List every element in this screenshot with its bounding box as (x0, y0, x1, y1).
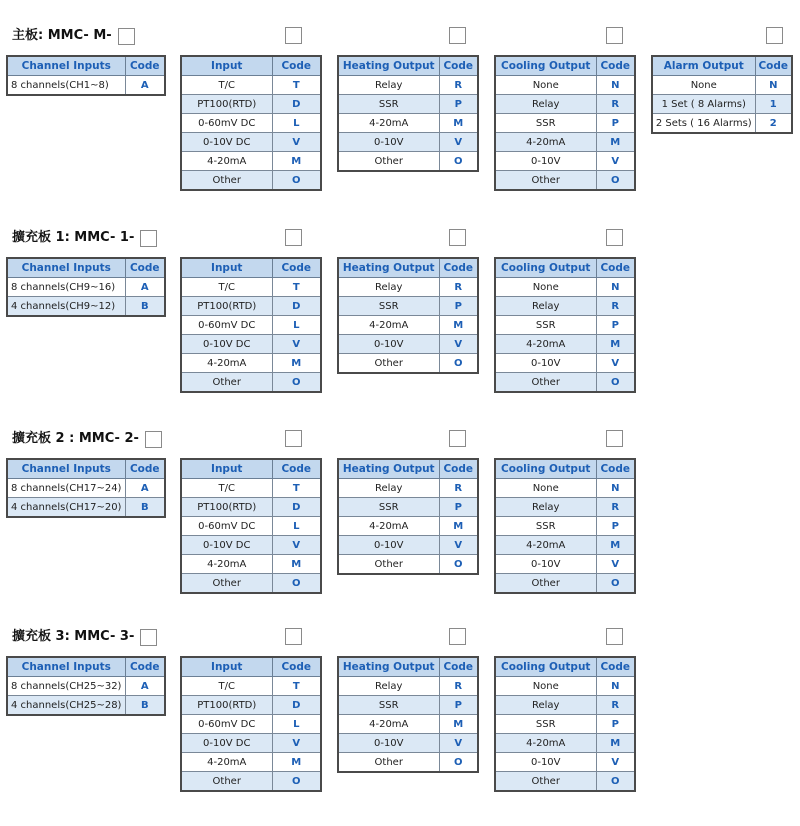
code-cell: R (439, 479, 478, 498)
table-cell: 4-20mA (181, 753, 272, 772)
code-cell: O (272, 772, 321, 792)
code-cell: P (596, 114, 635, 133)
table-cell: SSR (338, 95, 439, 114)
section-title-row (12, 229, 157, 247)
cooling-code-checkbox[interactable] (606, 27, 623, 44)
code-cell: D (272, 297, 321, 316)
code-cell: T (272, 76, 321, 95)
table-cell: SSR (495, 114, 596, 133)
table-header: Code (439, 258, 478, 278)
table-cell: 0-10V DC (181, 734, 272, 753)
table-header: Code (596, 657, 635, 677)
code-cell: M (596, 734, 635, 753)
code-cell: P (596, 316, 635, 335)
table-cell: SSR (338, 297, 439, 316)
table-cell: 4-20mA (181, 152, 272, 171)
channel-code-checkbox[interactable] (118, 28, 135, 45)
code-cell: M (439, 316, 478, 335)
code-cell: A (125, 76, 165, 96)
table-cell: T/C (181, 479, 272, 498)
table-cell: 0-10V DC (181, 536, 272, 555)
table-cell: Other (338, 753, 439, 773)
table-cell: None (495, 479, 596, 498)
code-cell: M (596, 133, 635, 152)
input-code-checkbox[interactable] (285, 430, 302, 447)
table-cell: 0-10V DC (181, 133, 272, 152)
section-title: 主板: MMC- M- (12, 28, 112, 43)
code-cell: A (125, 479, 165, 498)
table-cell: None (495, 677, 596, 696)
table-cell: Other (181, 373, 272, 393)
channel-code-checkbox[interactable] (140, 230, 157, 247)
table-header: Heating Output (338, 56, 439, 76)
code-cell: M (439, 517, 478, 536)
table-cell: Other (181, 574, 272, 594)
code-cell: R (439, 278, 478, 297)
code-cell: R (596, 498, 635, 517)
code-cell: M (272, 753, 321, 772)
cooling-output-table (494, 257, 636, 393)
code-cell: R (596, 95, 635, 114)
table-header: Channel Inputs (7, 459, 125, 479)
table-cell: Other (495, 574, 596, 594)
table-cell: Other (338, 354, 439, 374)
table-header: Cooling Output (495, 459, 596, 479)
table-cell: Relay (338, 479, 439, 498)
table-cell: Relay (338, 76, 439, 95)
table-header: Cooling Output (495, 657, 596, 677)
code-cell: N (596, 479, 635, 498)
table-cell: 4-20mA (495, 734, 596, 753)
table-cell: SSR (495, 715, 596, 734)
input-code-checkbox[interactable] (285, 229, 302, 246)
table-cell: PT100(RTD) (181, 696, 272, 715)
code-cell: V (272, 734, 321, 753)
table-header: Code (596, 459, 635, 479)
channel-inputs-table (6, 458, 166, 518)
code-cell: O (439, 354, 478, 374)
code-cell: O (272, 373, 321, 393)
table-cell: 4-20mA (495, 536, 596, 555)
table-cell: PT100(RTD) (181, 95, 272, 114)
table-cell: 1 Set ( 8 Alarms) (652, 95, 755, 114)
input-table (180, 55, 322, 191)
code-cell: P (439, 95, 478, 114)
code-cell: P (439, 696, 478, 715)
table-header: Input (181, 258, 272, 278)
code-cell: R (439, 677, 478, 696)
code-cell: V (439, 335, 478, 354)
table-header: Code (439, 459, 478, 479)
table-header: Alarm Output (652, 56, 755, 76)
code-cell: V (272, 536, 321, 555)
table-cell: 4-20mA (338, 114, 439, 133)
table-cell: T/C (181, 76, 272, 95)
table-header: Code (272, 258, 321, 278)
table-cell: 0-10V DC (181, 335, 272, 354)
code-cell: T (272, 677, 321, 696)
code-cell: V (439, 734, 478, 753)
code-cell: O (596, 574, 635, 594)
table-header: Code (439, 657, 478, 677)
code-cell: N (596, 677, 635, 696)
table-header: Heating Output (338, 459, 439, 479)
table-header: Code (596, 56, 635, 76)
table-cell: PT100(RTD) (181, 498, 272, 517)
code-cell: V (439, 536, 478, 555)
table-cell: 4-20mA (181, 555, 272, 574)
table-header: Heating Output (338, 657, 439, 677)
input-code-checkbox[interactable] (285, 628, 302, 645)
code-cell: M (272, 152, 321, 171)
table-cell: None (652, 76, 755, 95)
code-cell: V (596, 354, 635, 373)
cooling-code-checkbox[interactable] (606, 430, 623, 447)
table-cell: Other (495, 373, 596, 393)
table-cell: Relay (338, 278, 439, 297)
code-cell: V (596, 555, 635, 574)
code-cell: V (439, 133, 478, 152)
code-cell: B (125, 498, 165, 518)
channel-code-checkbox[interactable] (145, 431, 162, 448)
table-header: Code (755, 56, 792, 76)
input-table (180, 458, 322, 594)
table-cell: 4 channels(CH17~20) (7, 498, 125, 518)
code-cell: M (272, 354, 321, 373)
table-cell: 4-20mA (338, 316, 439, 335)
code-cell: P (439, 498, 478, 517)
code-cell: O (439, 555, 478, 575)
section-title-row (12, 628, 157, 646)
table-header: Code (439, 56, 478, 76)
code-cell: N (596, 278, 635, 297)
table-cell: 4-20mA (181, 354, 272, 373)
table-header: Cooling Output (495, 56, 596, 76)
code-cell: O (439, 753, 478, 773)
cooling-output-table (494, 656, 636, 792)
code-cell: R (439, 76, 478, 95)
table-cell: 4 channels(CH9~12) (7, 297, 125, 317)
table-cell: 2 Sets ( 16 Alarms) (652, 114, 755, 134)
channel-inputs-table (6, 55, 166, 96)
table-cell: 0-60mV DC (181, 517, 272, 536)
table-cell: SSR (338, 498, 439, 517)
table-cell: 4-20mA (338, 517, 439, 536)
heating-output-table (337, 55, 479, 172)
table-header: Code (125, 56, 165, 76)
cooling-output-table (494, 458, 636, 594)
table-cell: 0-10V (495, 555, 596, 574)
heating-output-table (337, 656, 479, 773)
table-cell: T/C (181, 278, 272, 297)
table-cell: 4-20mA (495, 133, 596, 152)
code-cell: D (272, 498, 321, 517)
section-title-row (12, 27, 135, 45)
table-cell: Other (338, 555, 439, 575)
code-cell: O (596, 373, 635, 393)
table-cell: Relay (495, 696, 596, 715)
section-title: 擴充板 2 : MMC- 2- (12, 431, 139, 446)
code-cell: T (272, 278, 321, 297)
table-cell: Other (181, 772, 272, 792)
table-cell: SSR (338, 696, 439, 715)
heating-code-checkbox[interactable] (449, 430, 466, 447)
section-title: 擴充板 1: MMC- 1- (12, 230, 135, 245)
table-header: Code (596, 258, 635, 278)
code-cell: M (439, 715, 478, 734)
table-cell: 0-10V (338, 536, 439, 555)
table-header: Input (181, 56, 272, 76)
table-cell: 8 channels(CH1~8) (7, 76, 125, 96)
code-cell: B (125, 696, 165, 716)
code-cell: L (272, 715, 321, 734)
code-cell: O (596, 772, 635, 792)
table-cell: Other (338, 152, 439, 172)
table-cell: PT100(RTD) (181, 297, 272, 316)
section-title-row (12, 430, 162, 448)
code-cell: M (439, 114, 478, 133)
table-cell: Other (181, 171, 272, 191)
table-cell: 4-20mA (338, 715, 439, 734)
code-cell: D (272, 95, 321, 114)
code-cell: P (439, 297, 478, 316)
cooling-code-checkbox[interactable] (606, 229, 623, 246)
code-cell: R (596, 696, 635, 715)
table-cell: 4-20mA (495, 335, 596, 354)
input-table (180, 656, 322, 792)
code-cell: N (596, 76, 635, 95)
code-cell: O (596, 171, 635, 191)
table-header: Channel Inputs (7, 56, 125, 76)
table-cell: 4 channels(CH25~28) (7, 696, 125, 716)
table-cell: 0-60mV DC (181, 715, 272, 734)
heating-code-checkbox[interactable] (449, 229, 466, 246)
table-header: Channel Inputs (7, 258, 125, 278)
code-cell: M (596, 335, 635, 354)
table-cell: None (495, 76, 596, 95)
table-cell: Relay (495, 95, 596, 114)
code-cell: V (596, 152, 635, 171)
table-cell: 0-10V (338, 133, 439, 152)
code-cell: V (272, 335, 321, 354)
table-header: Cooling Output (495, 258, 596, 278)
code-cell: P (596, 715, 635, 734)
code-cell: A (125, 677, 165, 696)
input-code-checkbox[interactable] (285, 27, 302, 44)
code-cell: R (596, 297, 635, 316)
code-cell: M (272, 555, 321, 574)
code-cell: O (272, 171, 321, 191)
cooling-code-checkbox[interactable] (606, 628, 623, 645)
table-header: Code (125, 657, 165, 677)
heating-output-table (337, 458, 479, 575)
channel-inputs-table (6, 656, 166, 716)
heating-code-checkbox[interactable] (449, 628, 466, 645)
code-cell: N (755, 76, 792, 95)
input-table (180, 257, 322, 393)
table-cell: 8 channels(CH9~16) (7, 278, 125, 297)
table-cell: None (495, 278, 596, 297)
heating-output-table (337, 257, 479, 374)
table-cell: Relay (495, 498, 596, 517)
alarm-code-checkbox[interactable] (766, 27, 783, 44)
cooling-output-table (494, 55, 636, 191)
table-cell: Other (495, 171, 596, 191)
code-cell: B (125, 297, 165, 317)
code-cell: L (272, 517, 321, 536)
table-header: Code (272, 657, 321, 677)
table-cell: Other (495, 772, 596, 792)
table-cell: 0-10V (495, 354, 596, 373)
table-cell: Relay (338, 677, 439, 696)
table-cell: 0-10V (495, 152, 596, 171)
code-cell: V (596, 753, 635, 772)
table-cell: SSR (495, 517, 596, 536)
table-header: Input (181, 657, 272, 677)
code-cell: O (439, 152, 478, 172)
table-header: Code (125, 258, 165, 278)
table-header: Input (181, 459, 272, 479)
alarm-output-table (651, 55, 793, 134)
table-header: Code (272, 459, 321, 479)
table-cell: 0-10V (495, 753, 596, 772)
section-title: 擴充板 3: MMC- 3- (12, 629, 135, 644)
code-cell: D (272, 696, 321, 715)
table-cell: T/C (181, 677, 272, 696)
table-header: Code (125, 459, 165, 479)
code-cell: A (125, 278, 165, 297)
code-cell: 2 (755, 114, 792, 134)
code-cell: 1 (755, 95, 792, 114)
code-cell: M (596, 536, 635, 555)
channel-code-checkbox[interactable] (140, 629, 157, 646)
table-cell: 0-10V (338, 734, 439, 753)
table-cell: 8 channels(CH17~24) (7, 479, 125, 498)
table-cell: SSR (495, 316, 596, 335)
table-cell: Relay (495, 297, 596, 316)
code-cell: T (272, 479, 321, 498)
heating-code-checkbox[interactable] (449, 27, 466, 44)
code-cell: V (272, 133, 321, 152)
table-header: Code (272, 56, 321, 76)
table-cell: 0-60mV DC (181, 316, 272, 335)
table-header: Heating Output (338, 258, 439, 278)
code-cell: L (272, 316, 321, 335)
table-cell: 0-10V (338, 335, 439, 354)
table-cell: 0-60mV DC (181, 114, 272, 133)
channel-inputs-table (6, 257, 166, 317)
code-cell: L (272, 114, 321, 133)
code-cell: O (272, 574, 321, 594)
table-cell: 8 channels(CH25~32) (7, 677, 125, 696)
table-header: Channel Inputs (7, 657, 125, 677)
code-cell: P (596, 517, 635, 536)
